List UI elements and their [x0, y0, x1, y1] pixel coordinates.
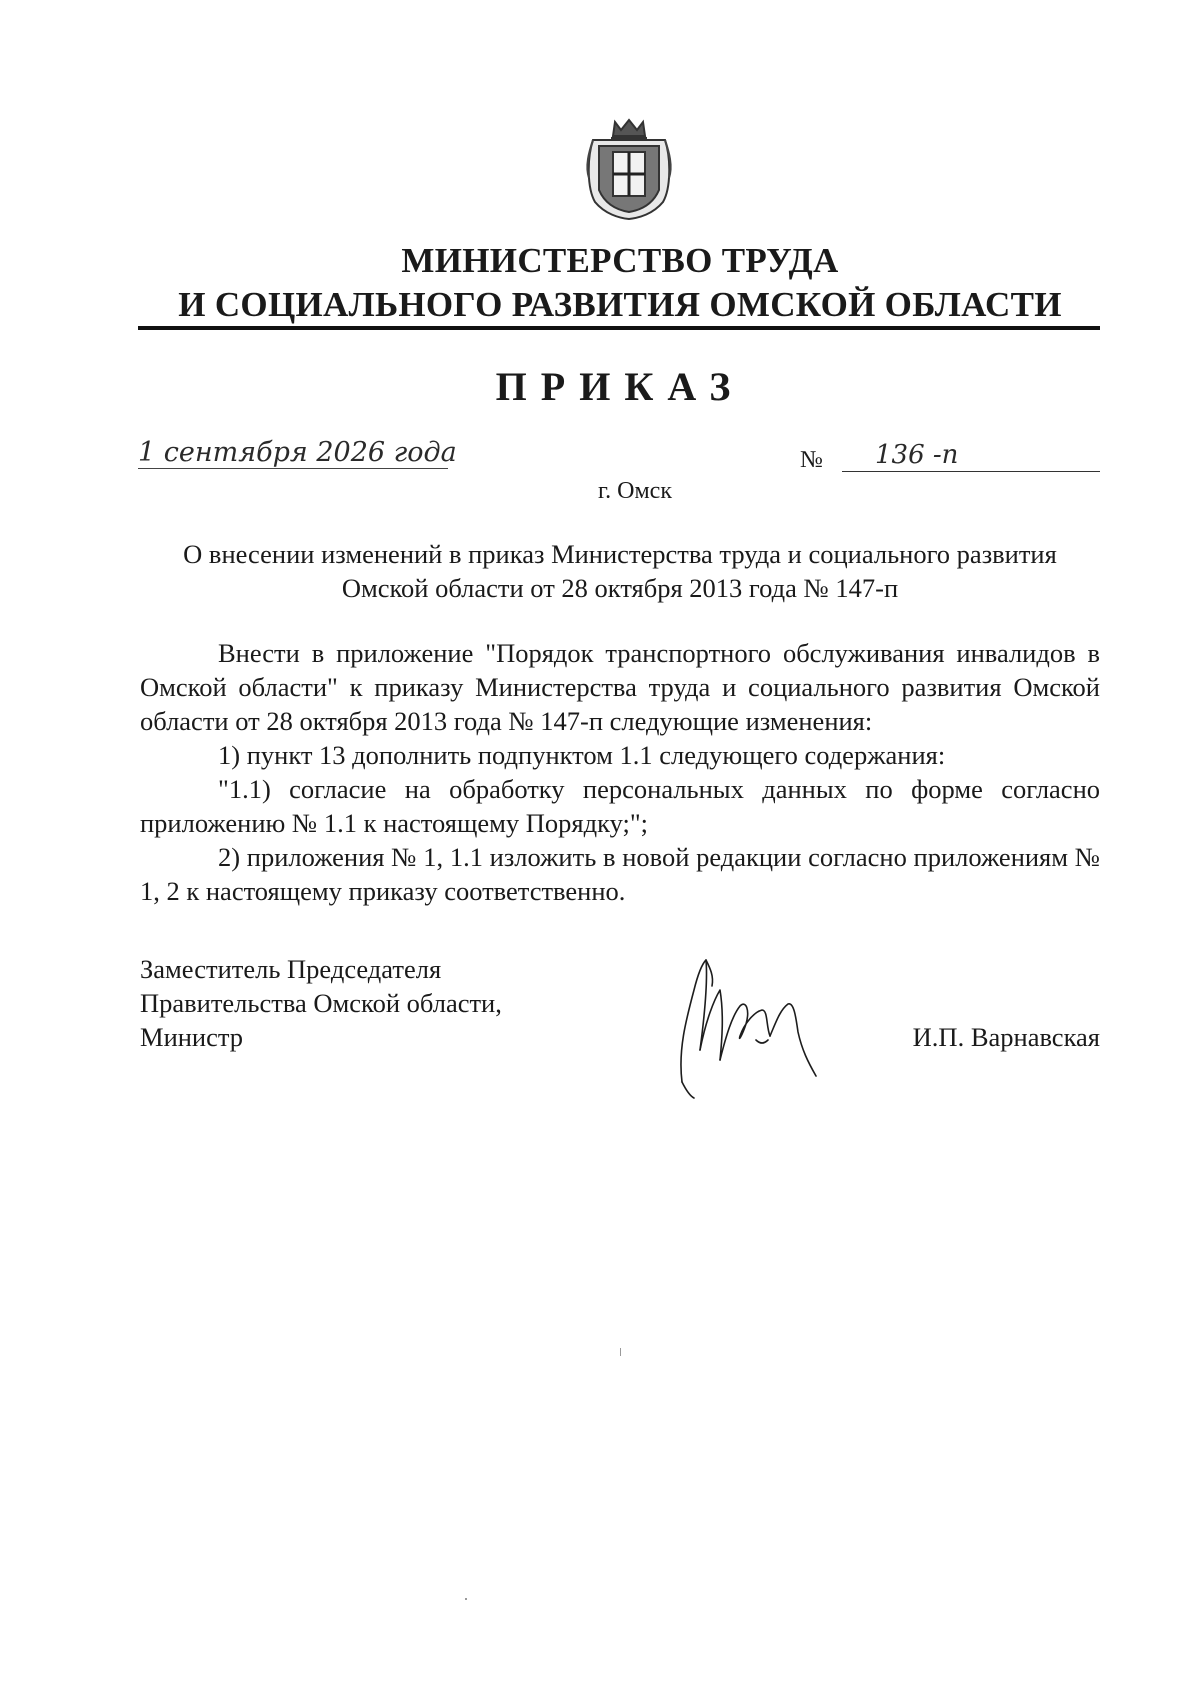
document-type-title: ПРИКАЗ	[495, 364, 745, 409]
body-paragraph-item-1-1: "1.1) согласие на обработку персональных данных по форме согласно приложению № 1.1 к настоящему Порядку;";	[140, 774, 1100, 838]
date-underline	[138, 468, 448, 469]
handwritten-date: 1 сентября 2026 года	[138, 437, 457, 468]
signer-title-line-2: Правительства Омской области,	[140, 988, 502, 1018]
scan-speck	[620, 1348, 621, 1356]
signer-name: И.П. Варнавская	[912, 1022, 1100, 1052]
handwritten-document-number: 136 -п	[875, 440, 959, 470]
number-sign: №	[800, 447, 823, 473]
body-paragraph-item-1: 1) пункт 13 дополнить подпунктом 1.1 следующего содержания:	[218, 740, 946, 770]
body-paragraph-item-2: 2) приложения № 1, 1.1 изложить в новой редакции согласно приложениям № 1, 2 к настоящему приказу соответственно.	[140, 842, 1100, 906]
signer-title	[140, 952, 502, 1054]
subject-line-1: О внесении изменений в приказ Министерства труда и социального развития	[183, 539, 1057, 569]
number-underline	[842, 471, 1100, 472]
document-subject	[140, 537, 1100, 605]
coat-of-arms-icon	[585, 118, 673, 220]
ministry-name-line-2: И СОЦИАЛЬНОГО РАЗВИТИЯ ОМСКОЙ ОБЛАСТИ	[178, 285, 1062, 324]
document-body	[140, 636, 1100, 908]
subject-line-2: Омской области от 28 октября 2013 года № 147-п	[341, 573, 899, 603]
scan-speck	[465, 1598, 467, 1600]
handwritten-signature-icon	[670, 940, 840, 1100]
ministry-name-line-1: МИНИСТЕРСТВО ТРУДА	[401, 241, 839, 280]
body-paragraph-intro: Внести в приложение "Порядок транспортного обслуживания инвалидов в Омской области" к приказу Министерства труда и социального развития Омской области от 28 октября 2013 года № 147-п следующие изменения:	[140, 638, 1100, 736]
signer-title-line-3: Министр	[140, 1022, 244, 1052]
signer-title-line-1: Заместитель Председателя	[140, 954, 442, 984]
city-of-issue: г. Омск	[598, 478, 672, 504]
header-divider	[138, 326, 1100, 330]
